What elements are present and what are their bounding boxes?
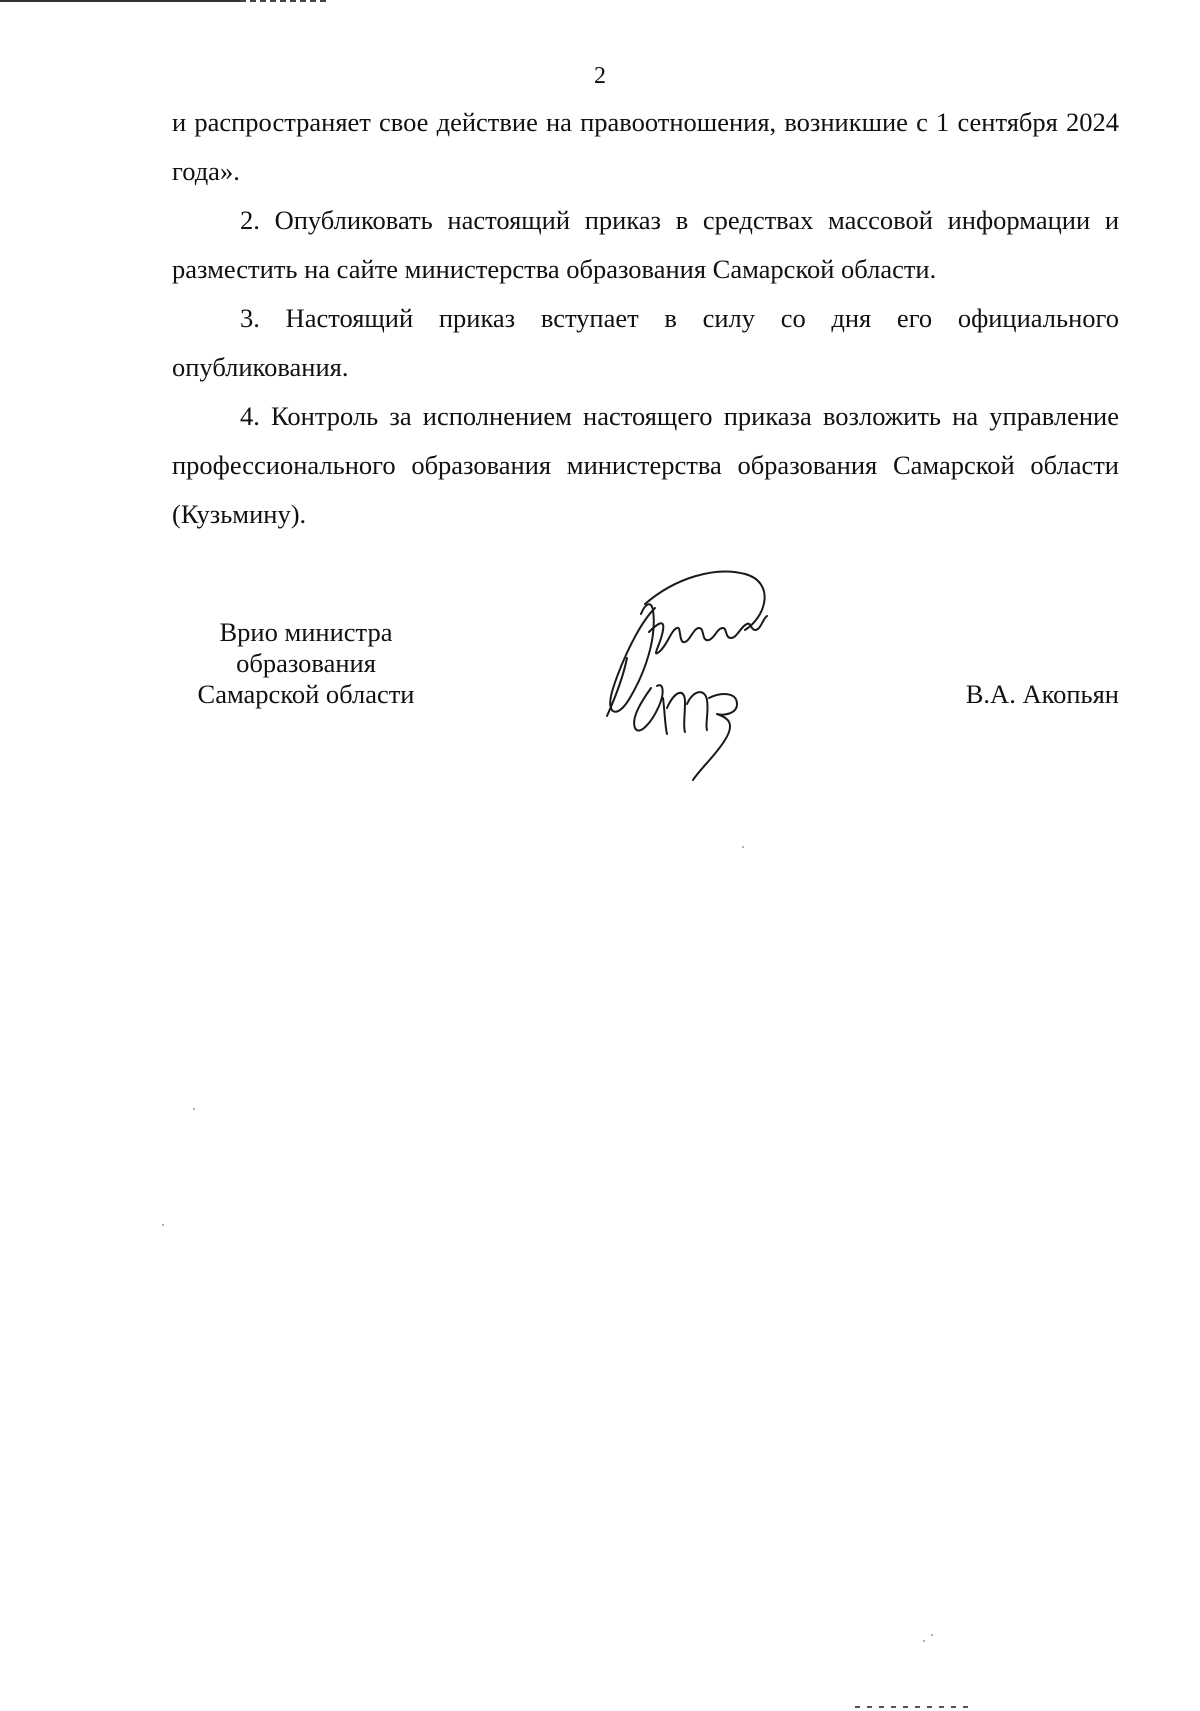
scan-speck — [931, 1634, 933, 1636]
paragraph-item-4: 4. Контроль за исполнением настоящего приказа возложить на управление профессионального образования министерства образования Самарской области (Кузьмину). — [172, 401, 1119, 529]
scan-speck — [742, 846, 744, 848]
paragraph-item-3: 3. Настоящий приказ вступает в силу со дня его официального опубликования. — [172, 303, 1119, 382]
signatory-position — [172, 617, 440, 710]
paragraph-item-2: 2. Опубликовать настоящий приказ в средствах массовой информации и разместить на сайте министерства образования Самарской области. — [172, 205, 1119, 284]
bottom-edge-mark — [855, 1706, 975, 1708]
position-line-1: Врио министра — [219, 617, 393, 647]
scan-speck — [162, 1224, 164, 1226]
page-number: 2 — [594, 63, 606, 89]
signature-block — [0, 617, 1200, 797]
handwritten-signature — [605, 568, 825, 783]
document-body — [172, 98, 1119, 539]
signatory-name: В.А. Акопьян — [965, 679, 1119, 709]
position-line-2: образования — [236, 648, 376, 678]
top-edge-dash — [240, 0, 330, 2]
paragraph-continuation: и распространяет свое действие на правоотношения, возникшие с 1 сентября 2024 года». — [172, 107, 1119, 186]
top-edge-rule — [0, 0, 240, 2]
position-line-3: Самарской области — [197, 679, 415, 709]
scan-speck — [193, 1108, 195, 1110]
scan-speck — [923, 1640, 925, 1642]
